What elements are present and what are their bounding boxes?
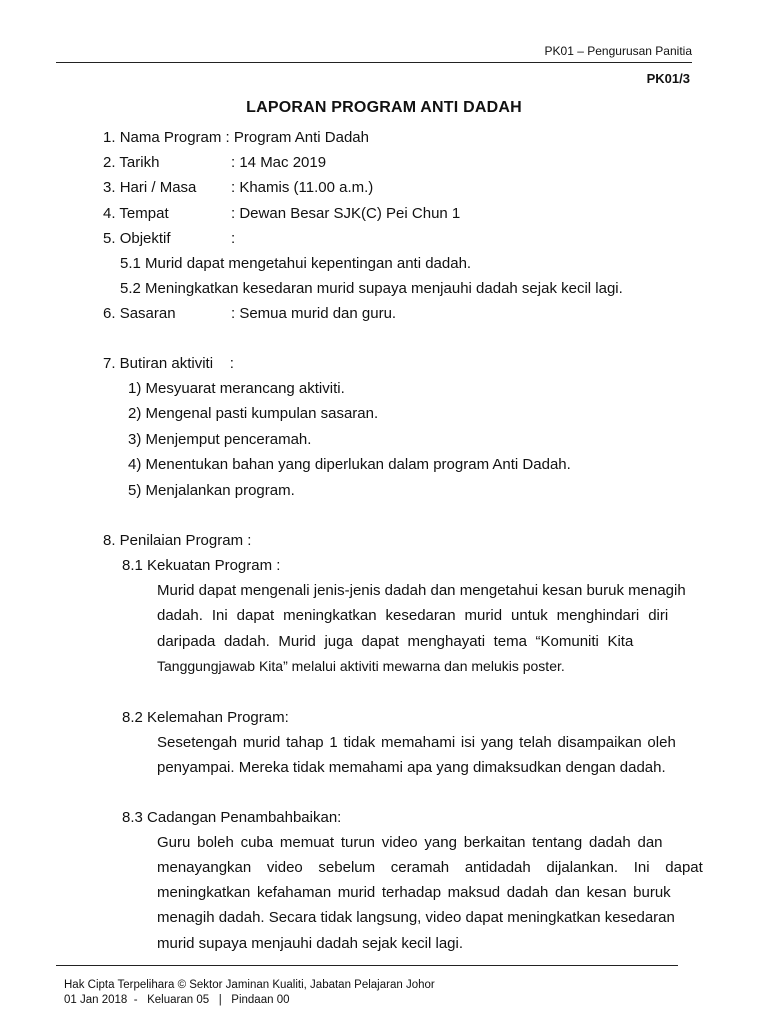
detail-label: Hari / Masa [119,179,197,196]
activity-num: 2) [128,405,142,422]
detail-value: Khamis (11.00 a.m.) [235,179,374,196]
activity-text: Mengenal pasti kumpulan sasaran. [145,405,379,422]
cadangan-line: Guru boleh cuba memuat turun video yang berkaitan tentang dadah dan [157,834,663,851]
detail-num-hari [103,179,196,196]
cadangan-line: meningkatkan kefahaman murid terhadap maksud dadah dan kesan buruk [157,884,671,901]
activity-num: 1) [128,380,142,397]
activity-text: Mesyuarat merancang aktiviti. [145,380,345,397]
detail-num: 1. [103,129,116,146]
detail-label: Nama Program [119,129,222,146]
detail-num: 4. [103,205,116,222]
activity-num: 4) [128,456,142,473]
detail-label: Objektif [119,230,171,247]
activity-item [128,431,311,448]
footer-divider [56,965,678,966]
header-divider [56,62,692,63]
activity-num: 5) [128,482,142,499]
activity-item [128,380,345,397]
objective-item: 5.2 Meningkatkan kesedaran murid supaya menjauhi dadah sejak kecil lagi. [120,280,623,297]
cadangan-line: menagih dadah. Secara tidak langsung, video dapat meningkatkan kesedaran [157,909,675,926]
detail-separator: : [231,205,236,222]
subheading-kelemahan: 8.2 Kelemahan Program: [122,709,289,726]
activity-num: 3) [128,431,142,448]
detail-separator: : [231,230,236,247]
kekuatan-line: Murid dapat mengenali jenis-jenis dadah dan mengetahui kesan buruk menagih [157,582,686,599]
subheading-cadangan: 8.3 Cadangan Penambahbaikan: [122,809,342,826]
detail-separator: : [231,154,236,171]
detail-label: Sasaran [119,305,176,322]
document-code: PK01/3 [646,71,690,86]
footer-revision: 01 Jan 2018 - Keluaran 05 | Pindaan 00 [64,994,290,1006]
detail-value-tempat [231,205,460,222]
activity-item [128,482,295,499]
activity-text: Menjemput penceramah. [145,431,312,448]
detail-row-nama-program [103,129,369,146]
kekuatan-line: dadah. Ini dapat meningkatkan kesedaran murid untuk menghindari diri [157,607,669,624]
detail-value-hari [231,179,373,196]
detail-value-objektif [231,230,235,247]
detail-num-sasaran [103,305,176,322]
kelemahan-line: Sesetengah murid tahap 1 tidak memahami isi yang telah disampaikan oleh [157,734,676,751]
kekuatan-line: Tanggungjawab Kita” melalui aktiviti mewarna dan melukis poster. [157,658,565,674]
detail-num-objektif [103,230,171,247]
cadangan-line: murid supaya menjauhi dadah sejak kecil lagi. [157,935,464,952]
detail-value: Semua murid dan guru. [235,305,397,322]
detail-value: 14 Mac 2019 [235,154,327,171]
detail-value-tarikh [231,154,326,171]
detail-num-tarikh [103,154,159,171]
activity-text: Menentukan bahan yang diperlukan dalam program Anti Dadah. [145,456,571,473]
activity-item [128,405,378,422]
cadangan-line: menayangkan video sebelum ceramah antidadah dijalankan. Ini dapat [157,859,703,876]
detail-separator: : [231,179,236,196]
detail-num: 3. [103,179,116,196]
detail-value: Dewan Besar SJK(C) Pei Chun 1 [235,205,461,222]
activity-text: Menjalankan program. [145,482,295,499]
detail-value-sasaran [231,305,396,322]
detail-num-tempat [103,205,169,222]
detail-value: Program Anti Dadah [233,129,369,146]
kelemahan-line: penyampai. Mereka tidak memahami apa yang dimaksudkan dengan dadah. [157,759,666,776]
detail-separator: : [231,305,236,322]
activity-item [128,456,571,473]
detail-label: Tarikh [119,154,160,171]
detail-label: Tempat [119,205,169,222]
detail-separator: : [221,129,234,146]
footer-copyright: Hak Cipta Terpelihara © Sektor Jaminan Kualiti, Jabatan Pelajaran Johor [64,979,435,991]
section-heading-aktiviti: 7. Butiran aktiviti : [103,355,234,372]
detail-num: 2. [103,154,116,171]
detail-num: 5. [103,230,116,247]
page-title: LAPORAN PROGRAM ANTI DADAH [246,99,522,116]
subheading-kekuatan: 8.1 Kekuatan Program : [122,557,281,574]
section-heading-penilaian: 8. Penilaian Program : [103,532,252,549]
running-header: PK01 – Pengurusan Panitia [544,44,692,58]
objective-item: 5.1 Murid dapat mengetahui kepentingan anti dadah. [120,255,472,272]
kekuatan-line: daripada dadah. Murid juga dapat menghayati tema “Komuniti Kita [157,633,634,650]
detail-num: 6. [103,305,116,322]
